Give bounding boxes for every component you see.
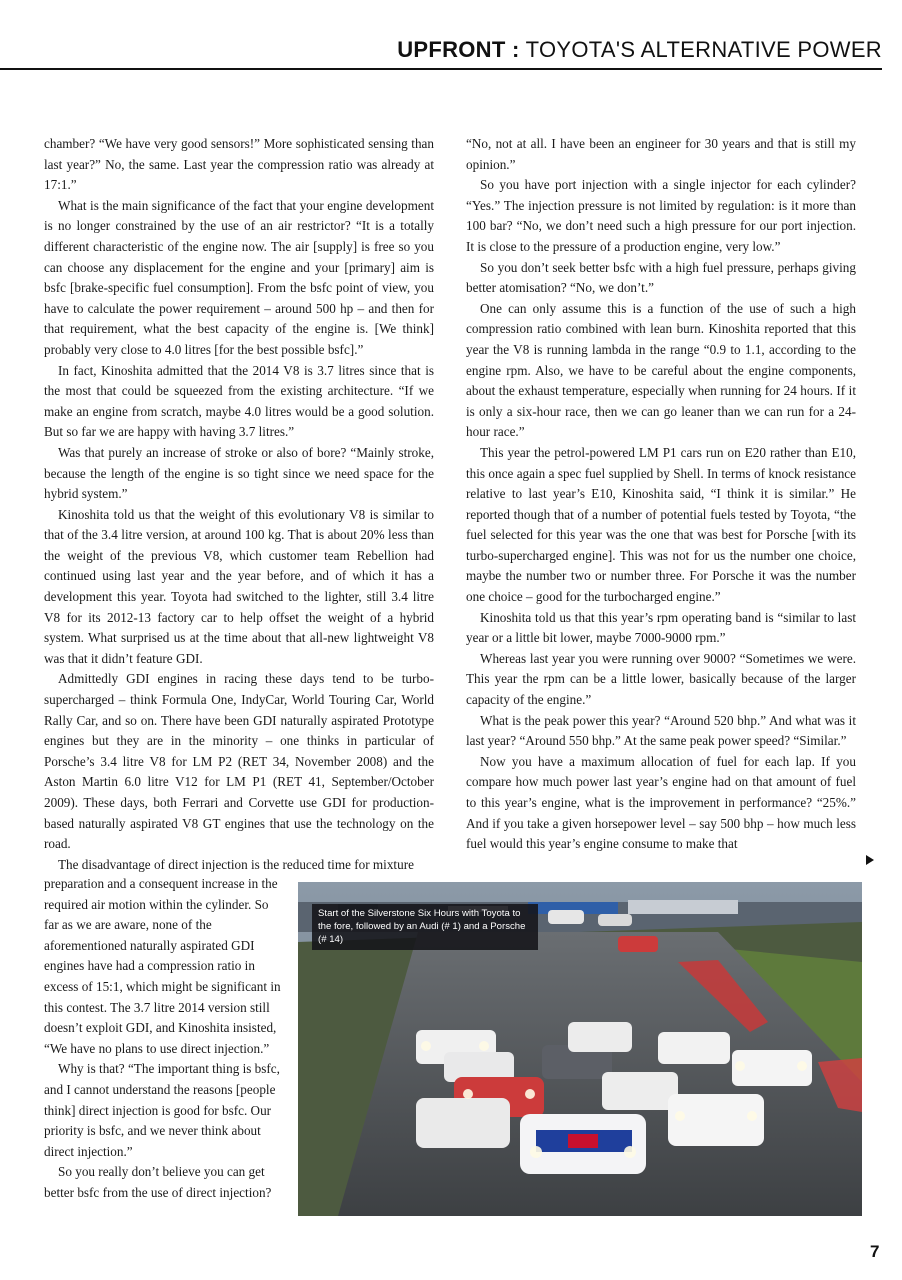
- paragraph: So you really don’t believe you can get better bsfc from the use of direct injection?: [44, 1164, 272, 1200]
- paragraph: In fact, Kinoshita admitted that the 2014 V8 is 3.7 litres since that is the most that could be squeezed from the existing architecture. “If we make an engine from scratch, maybe 4.0 litres would be a good solution. But so far we are happy with having 3.7 litres.”: [44, 362, 434, 440]
- paragraph: One can only assume this is a function of the use of such a high compression ratio combined with lean burn. Kinoshita reported that this year the V8 is running lambda in the range “0.9 to 1.1, according to the engine rpm. Also, we have to be careful about the engine components, about the exhaust temperature, especially when running for 24 hours. If it is only a six-hour race, then we can go leaner than we can run for a 24-hour race.”: [466, 300, 856, 440]
- right-column: [466, 134, 856, 855]
- article-title: TOYOTA'S ALTERNATIVE POWER: [525, 37, 882, 62]
- paragraph: So you don’t seek better bsfc with a high fuel pressure, perhaps giving better atomisation? “No, we don’t.”: [466, 259, 856, 296]
- paragraph: Admittedly GDI engines in racing these days tend to be turbo-supercharged – think Formula One, IndyCar, World Touring Car, World Rally Car, and so on. There have been GDI naturally aspirated Prototype engines but they are in the minority – one thinks in particular of Porsche’s 3.4 litre V8 for LM P2 (RET 34, November 2008) and the Aston Martin 6.0 litre V12 for LM P1 (RET 41, September/October 2009). These days, both Ferrari and Corvette use GDI for production-based naturally aspirated V8 GT engines that use the technology on the road.: [44, 671, 434, 852]
- section-label: UPFRONT :: [397, 37, 520, 62]
- paragraph: “No, not at all. I have been an engineer for 30 years and that is still my opinion.”: [466, 136, 856, 172]
- paragraph: Was that purely an increase of stroke or also of bore? “Mainly stroke, because the length of the engine is so tight since we need space for the hybrid system.”: [44, 444, 434, 502]
- paragraph: This year the petrol-powered LM P1 cars run on E20 rather than E10, this once again a spec fuel supplied by Shell. In terms of knock resistance relative to last year’s E10, Kinoshita said, “I think it is similar.” He reported though that of a number of potential fuels tested by Toyota, “the fuel selected for this year was the one that was best for Porsche [with its turbo-supercharged engine]. This was not for us the number one choice, maybe the number two or number three. For Porsche it was the number one choice – good for the turbocharged engine.”: [466, 444, 856, 605]
- left-column: [44, 134, 434, 875]
- photo-caption: Start of the Silverstone Six Hours with Toyota to the fore, followed by an Audi (# 1) and a Porsche (# 14): [312, 904, 538, 950]
- paragraph: What is the main significance of the fact that your engine development is no longer constrained by the use of an air restrictor? “It is a totally different characteristic of the engine now. The air [supply] is free so you can choose any displacement for the engine and your [primary] aim is bsfc [brake-specific fuel consumption]. From the bsfc point of view, you have to calculate the power requirement – around 500 hp – and then for that requirement, what the best capacity of the engine is. [We think] probably very close to 4.0 litres [for the best possible bsfc].”: [44, 197, 434, 357]
- paragraph: Why is that? “The important thing is bsfc, and I cannot understand the reasons [people think] direct injection is good for bsfc. Our priority is bsfc, and we never think about direct injection.”: [44, 1061, 280, 1159]
- page-header: [0, 36, 882, 64]
- paragraph: The disadvantage of direct injection is the reduced time for mixture: [58, 856, 414, 872]
- paragraph: What is the peak power this year? “Around 520 bhp.” And what was it last year? “Around 550 bhp.” At the same peak power speed? “Similar.”: [466, 712, 856, 749]
- paragraph: Now you have a maximum allocation of fuel for each lap. If you compare how much power last year’s engine had on that amount of fuel to this year’s engine, what is the improvement in performance? “25%.” And if you take a given horsepower level – say 500 bhp – how much less fuel would this year’s engine consume to make that: [466, 753, 856, 852]
- paragraph: So you have port injection with a single injector for each cylinder? “Yes.” The injection pressure is not limited by regulation: is it more than 100 bar? “No, we don’t need such a high pressure for our port injection. It is close to the pressure of a production engine, very low.”: [466, 177, 856, 254]
- continue-arrow-icon: [866, 855, 874, 865]
- paragraph: preparation and a consequent increase in the required air motion within the cylinder. So far as we are aware, none of the aforementioned naturally aspirated GDI engines have had a compression ratio in excess of 15:1, which might be significant in this contest. The 3.7 litre 2014 version still doesn’t exploit GDI, and Kinoshita insisted, “We have no plans to use direct injection.”: [44, 876, 281, 1056]
- paragraph: chamber? “We have very good sensors!” More sophisticated sensing than last year?” No, the same. Last year the compression ratio was already at 17:1.”: [44, 136, 434, 193]
- paragraph: Kinoshita told us that this year’s rpm operating band is “similar to last year or a little bit lower, maybe 7000-9000 rpm.”: [466, 609, 856, 646]
- page-number: 7: [870, 1242, 880, 1261]
- paragraph: Kinoshita told us that the weight of this evolutionary V8 is similar to that of the 3.4 litre version, at around 100 kg. That is about 20% less than the weight of the previous V8, which customer team Rebellion had continued using last year and the year before, and of which it has a development this year. Toyota had switched to the lighter, still 3.4 litre V8 for its 2012-13 factory car to help offset the weight of a hybrid system. What surprised us at the time about that all-new lightweight V8 was that it didn’t feature GDI.: [44, 506, 434, 666]
- header-rule: [0, 68, 882, 70]
- paragraph: Whereas last year you were running over 9000? “Sometimes we were. This year the rpm can be a little lower, basically because of the larger capacity of the engine.”: [466, 650, 856, 708]
- left-column-narrow: [44, 874, 286, 1204]
